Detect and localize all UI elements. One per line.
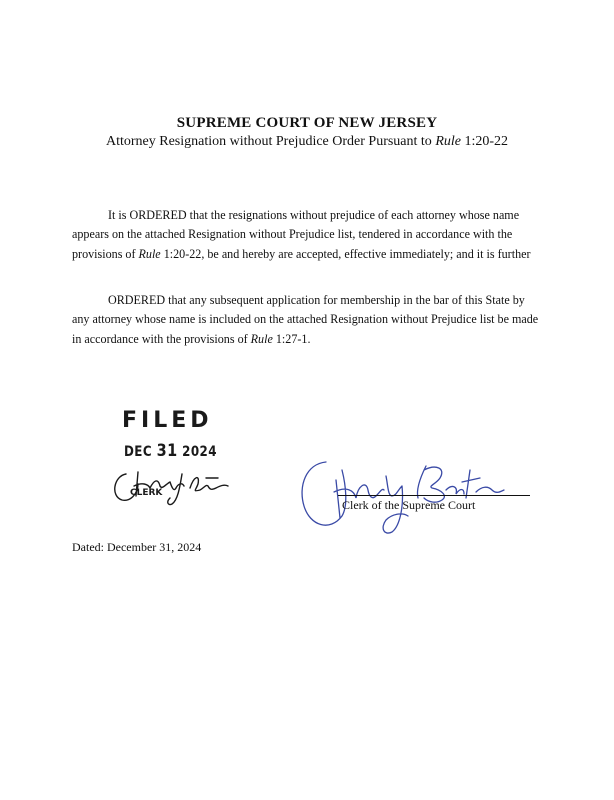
paragraph-2-line-3-prefix: in accordance with the provisions of (72, 331, 251, 346)
stamp-date-month: DEC (124, 444, 153, 460)
paragraph-1-line-1: It is ORDERED that the resignations without prejudice of each attorney whose name (108, 208, 520, 222)
subtitle-rule-word: Rule (435, 134, 461, 149)
page-subtitle (0, 134, 614, 150)
stamp-clerk-label: CLERK (130, 488, 163, 498)
stamp-filed-label: FILED (122, 408, 213, 433)
stamp-signature-icon (108, 466, 238, 508)
subtitle-text: Attorney Resignation without Prejudice Order Pursuant to (105, 134, 436, 149)
paragraph-1-line-2: appears on the attached Resignation without Prejudice list, tendered in accordance with the (72, 227, 513, 242)
dated-line: Dated: December 31, 2024 (72, 540, 202, 554)
clerk-signature-icon (296, 456, 506, 538)
paragraph-1-line-3-suffix: 1:20-22, be and hereby are accepted, effective immediately; and it is further (160, 246, 531, 261)
paragraph-2-line-3-suffix: 1:27-1. (272, 331, 311, 346)
paragraph-1-line-3 (72, 245, 546, 264)
order-paragraph-1 (72, 206, 546, 264)
paragraph-1-rule-word: Rule (138, 246, 161, 261)
paragraph-2-line-3 (72, 330, 546, 349)
paragraph-2-line-1: ORDERED that any subsequent application for membership in the bar of this State by (108, 293, 525, 307)
stamp-date (124, 441, 217, 461)
stamp-date-day: 31 (156, 441, 178, 461)
paragraph-2-line-2: any attorney whose name is included on the attached Resignation without Prejudice list be made (72, 312, 539, 327)
paragraph-2-rule-word: Rule (250, 331, 273, 346)
paragraph-1-line-3-prefix: provisions of (72, 246, 139, 261)
subtitle-rule-number: 1:20-22 (460, 134, 509, 149)
signature-line (338, 495, 530, 496)
stamp-date-year: 2024 (182, 444, 217, 460)
order-paragraph-2 (72, 291, 546, 349)
clerk-title: Clerk of the Supreme Court (342, 498, 476, 512)
page-title: SUPREME COURT OF NEW JERSEY (176, 115, 438, 131)
